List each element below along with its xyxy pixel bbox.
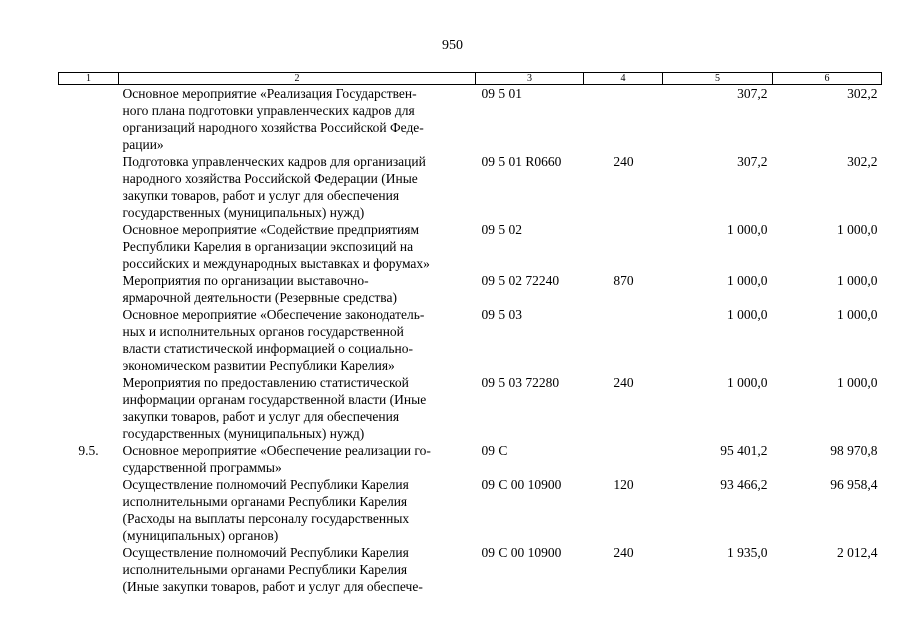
description-cell bbox=[119, 272, 476, 306]
table-row bbox=[59, 306, 882, 374]
expense-type-cell bbox=[584, 85, 663, 154]
amount-cell-5: 93 466,2 bbox=[720, 477, 768, 492]
amount-cell-6: 98 970,8 bbox=[830, 443, 878, 458]
description-line: рации» bbox=[122, 137, 164, 152]
budget-code-cell: 09 5 02 72240 bbox=[481, 273, 560, 288]
description-line: государственных (муниципальных) нужд) bbox=[122, 205, 365, 220]
description-line: Мероприятия по организации выставочно- bbox=[122, 273, 369, 288]
budget-code-cell: 09 5 01 R0660 bbox=[481, 154, 562, 169]
description-line: информации органам государственной власти (Иные bbox=[122, 392, 427, 407]
amount-cell-6: 96 958,4 bbox=[830, 477, 878, 492]
table-body bbox=[59, 85, 882, 596]
description-line: Осуществление полномочий Республики Карелия bbox=[122, 545, 409, 560]
description-line: Основное мероприятие «Реализация Государствен- bbox=[122, 86, 417, 101]
description-line: ярмарочной деятельности (Резервные средства) bbox=[122, 290, 397, 305]
amount-cell-5: 1 935,0 bbox=[727, 545, 768, 560]
column-header: 4 bbox=[584, 73, 663, 85]
expense-type-cell: 120 bbox=[613, 477, 634, 492]
row-number-cell bbox=[59, 85, 119, 154]
amount-cell-6: 302,2 bbox=[847, 86, 878, 101]
column-header: 2 bbox=[119, 73, 476, 85]
amount-cell-5: 307,2 bbox=[737, 86, 768, 101]
description-line: (Расходы на выплаты персоналу государственных bbox=[122, 511, 410, 526]
expense-type-cell: 240 bbox=[613, 545, 634, 560]
amount-cell-6: 1 000,0 bbox=[837, 222, 878, 237]
description-line: Основное мероприятие «Обеспечение реализации го- bbox=[122, 443, 431, 458]
description-cell bbox=[119, 306, 476, 374]
budget-code-cell: 09 5 03 bbox=[481, 307, 522, 322]
amount-cell-6: 1 000,0 bbox=[837, 307, 878, 322]
description-line: Осуществление полномочий Республики Карелия bbox=[122, 477, 409, 492]
table-row bbox=[59, 153, 882, 221]
row-number-cell bbox=[59, 476, 119, 544]
row-number-cell bbox=[59, 221, 119, 272]
description-line: государственных (муниципальных) нужд) bbox=[122, 426, 365, 441]
expense-type-cell: 870 bbox=[613, 273, 634, 288]
description-line: Мероприятия по предоставлению статистической bbox=[122, 375, 409, 390]
amount-cell-6: 2 012,4 bbox=[837, 545, 878, 560]
description-line: ного плана подготовки управленческих кадров для bbox=[122, 103, 415, 118]
amount-cell-6: 1 000,0 bbox=[837, 273, 878, 288]
table-row bbox=[59, 476, 882, 544]
description-line: ных и исполнительных органов государственной bbox=[122, 324, 404, 339]
row-number-cell bbox=[59, 306, 119, 374]
description-line: сударственной программы» bbox=[122, 460, 282, 475]
description-line: закупки товаров, работ и услуг для обеспечения bbox=[122, 409, 400, 424]
table-row bbox=[59, 221, 882, 272]
description-line: Основное мероприятие «Обеспечение законодатель- bbox=[122, 307, 425, 322]
budget-code-cell: 09 С 00 10900 bbox=[481, 477, 562, 492]
description-line: народного хозяйства Российской Федерации (Иные bbox=[122, 171, 418, 186]
expense-type-cell: 240 bbox=[613, 375, 634, 390]
description-cell bbox=[119, 374, 476, 442]
expense-type-cell: 240 bbox=[613, 154, 634, 169]
table-row bbox=[59, 442, 882, 476]
header-row bbox=[59, 73, 882, 85]
description-line: исполнительными органами Республики Карелия bbox=[122, 562, 408, 577]
description-line: (Иные закупки товаров, работ и услуг для обеспече- bbox=[122, 579, 423, 594]
table-row bbox=[59, 85, 882, 154]
budget-code-cell: 09 5 02 bbox=[481, 222, 522, 237]
description-line: закупки товаров, работ и услуг для обеспечения bbox=[122, 188, 400, 203]
description-line: Подготовка управленческих кадров для организаций bbox=[122, 154, 426, 169]
row-number-cell bbox=[59, 272, 119, 306]
column-header: 1 bbox=[59, 73, 119, 85]
column-header: 5 bbox=[663, 73, 773, 85]
description-line: организаций народного хозяйства Российской Феде- bbox=[122, 120, 424, 135]
amount-cell-6: 302,2 bbox=[847, 154, 878, 169]
row-number-cell: 9.5. bbox=[78, 443, 99, 458]
description-cell bbox=[119, 442, 476, 476]
amount-cell-5: 307,2 bbox=[737, 154, 768, 169]
budget-table bbox=[58, 72, 882, 595]
table-row bbox=[59, 544, 882, 595]
description-cell bbox=[119, 85, 476, 154]
amount-cell-5: 95 401,2 bbox=[720, 443, 768, 458]
row-number-cell bbox=[59, 544, 119, 595]
budget-code-cell: 09 С bbox=[481, 443, 508, 458]
column-header: 3 bbox=[476, 73, 584, 85]
description-line: исполнительными органами Республики Карелия bbox=[122, 494, 408, 509]
budget-code-cell: 09 5 01 bbox=[481, 86, 522, 101]
expense-type-cell bbox=[584, 306, 663, 374]
amount-cell-6: 1 000,0 bbox=[837, 375, 878, 390]
expense-type-cell bbox=[584, 221, 663, 272]
description-line: экономическом развитии Республики Карелия» bbox=[122, 358, 395, 373]
description-cell bbox=[119, 544, 476, 595]
expense-type-cell bbox=[584, 442, 663, 476]
amount-cell-5: 1 000,0 bbox=[727, 375, 768, 390]
description-line: Республики Карелия в организации экспозиций на bbox=[122, 239, 414, 254]
amount-cell-5: 1 000,0 bbox=[727, 307, 768, 322]
table-row bbox=[59, 374, 882, 442]
description-cell bbox=[119, 476, 476, 544]
row-number-cell bbox=[59, 374, 119, 442]
description-line: (муниципальных) органов) bbox=[122, 528, 279, 543]
budget-code-cell: 09 С 00 10900 bbox=[481, 545, 562, 560]
table-row bbox=[59, 272, 882, 306]
page-number: 950 bbox=[442, 38, 463, 53]
description-cell bbox=[119, 221, 476, 272]
amount-cell-5: 1 000,0 bbox=[727, 222, 768, 237]
column-header: 6 bbox=[773, 73, 882, 85]
description-line: российских и международных выставках и форумах» bbox=[122, 256, 430, 271]
column-number-header bbox=[59, 73, 882, 85]
description-cell bbox=[119, 153, 476, 221]
amount-cell-5: 1 000,0 bbox=[727, 273, 768, 288]
description-line: Основное мероприятие «Содействие предприятиям bbox=[122, 222, 420, 237]
row-number-cell bbox=[59, 153, 119, 221]
budget-code-cell: 09 5 03 72280 bbox=[481, 375, 560, 390]
description-line: власти статистической информацией о социально- bbox=[122, 341, 413, 356]
